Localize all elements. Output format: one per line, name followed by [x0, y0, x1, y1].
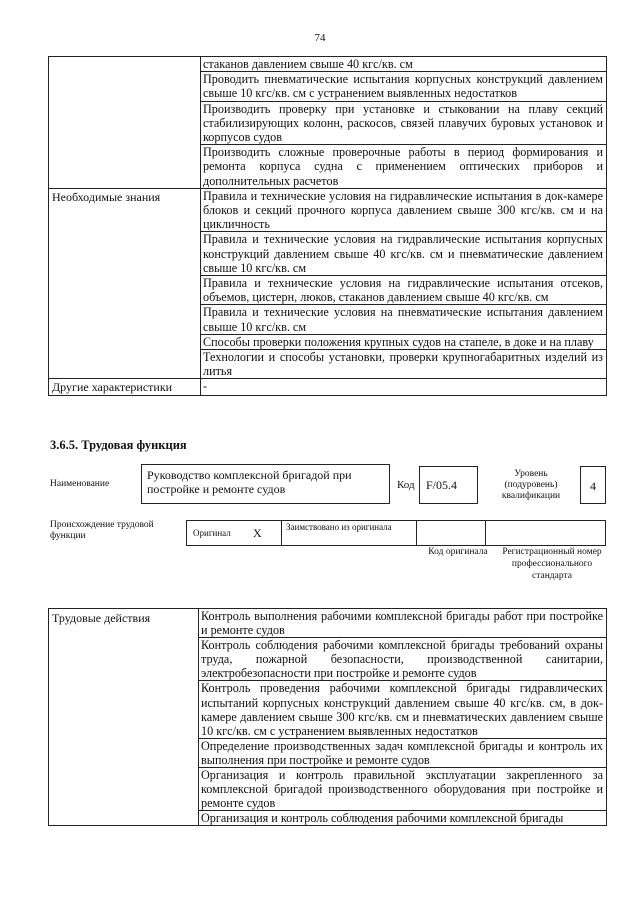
reg-caption: Регистрационный номер профессионального стандарта — [502, 547, 602, 581]
table-row: Правила и технические условия на гидравлические испытания в док-камере блоков и секций прочного корпуса давлением свыше 300 кгс/кв. см и на цикличность — [201, 188, 607, 232]
code-label: Код — [397, 479, 415, 491]
table-row: стаканов давлением свыше 40 кгс/кв. см — [201, 57, 607, 72]
original-mark: X — [253, 525, 262, 540]
table-row: Проводить пневматические испытания корпусных конструкций давлением свыше 10 кгс/кв. см с устранением выявленных недостатков — [201, 72, 607, 101]
section-heading: 3.6.5. Трудовая функция — [50, 438, 187, 452]
table-row: Правила и технические условия на пневматические испытания давлением свыше 10 кгс/кв. см — [201, 305, 607, 334]
table-row: Определение производственных задач комплексной бригады и контроль их выполнения при постройке и ремонте судов — [199, 738, 607, 767]
level-box: 4 — [580, 466, 606, 504]
skills-label-continued — [49, 57, 201, 189]
table-row: Контроль проведения рабочими комплексной бригады гидравлических испытаний корпусных конструкций давлением свыше 40 кгс/кв. см, в док-камере давлением свыше 300 кгс/кв. см и пневматических давлением свыше 10 кгс/кв. см с устранением выявленных недостатков — [199, 681, 607, 738]
other-label: Другие характеристики — [49, 379, 201, 396]
actions-label: Трудовые действия — [49, 609, 199, 826]
original-label: Оригинал — [193, 528, 231, 538]
origin-row — [187, 520, 607, 546]
level-label: Уровень (подуровень) квалификации — [501, 469, 561, 501]
code-box: F/05.4 — [419, 466, 478, 504]
function-name-box: Руководство комплексной бригадой при постройке и ремонте судов — [141, 464, 390, 504]
name-label: Наименование — [50, 479, 110, 489]
borrowed-cell: Заимствовано из оригинала — [281, 520, 417, 546]
table-row: Технологии и способы установки, проверки крупногабаритных изделий из литья — [201, 350, 607, 379]
table-row: Контроль выполнения рабочими комплексной бригады работ при постройке и ремонте судов — [199, 609, 607, 638]
table-row: Правила и технические условия на гидравлические испытания корпусных конструкций давлением свыше 40 кгс/кв. см и пневматические давлением свыше 10 кгс/кв. см — [201, 232, 607, 276]
page-number: 74 — [314, 32, 326, 44]
table-row: Производить сложные проверочные работы в период формирования и ремонта корпуса судна с применением оптических приборов и дополнительных расчетов — [201, 145, 607, 189]
table-row: Организация и контроль правильной эксплуатации закрепленного за комплексной бригадой производственного оборудования при постройке и ремонте судов — [199, 768, 607, 811]
table-row: Способы проверки положения крупных судов на стапеле, в доке и на плаву — [201, 334, 607, 349]
original-code-cell — [416, 520, 486, 546]
labor-actions-table — [48, 608, 607, 826]
table-row: Правила и технические условия на гидравлические испытания отсеков, объемов, цистерн, люков, стаканов давлением свыше 40 кгс/кв. см — [201, 276, 607, 305]
origin-label: Происхождение трудовой функции — [50, 520, 154, 541]
reg-number-cell — [485, 520, 606, 546]
knowledge-label: Необходимые знания — [49, 188, 201, 379]
table-row: Производить проверку при установке и стыковании на плаву секций стабилизирующих колонн, раскосов, связей плавучих буровых установок и корпусов судов — [201, 101, 607, 145]
table-row: Организация и контроль соблюдения рабочими комплексной бригады — [199, 811, 607, 826]
code-caption: Код оригинала — [428, 547, 488, 557]
skills-knowledge-table — [48, 56, 607, 396]
table-row: Контроль соблюдения рабочими комплексной бригады требований охраны труда, пожарной безопасности, производственной санитарии, электробезопасности при постройке и ремонте судов — [199, 638, 607, 681]
table-row: - — [201, 379, 607, 396]
origin-original-cell — [186, 520, 282, 546]
